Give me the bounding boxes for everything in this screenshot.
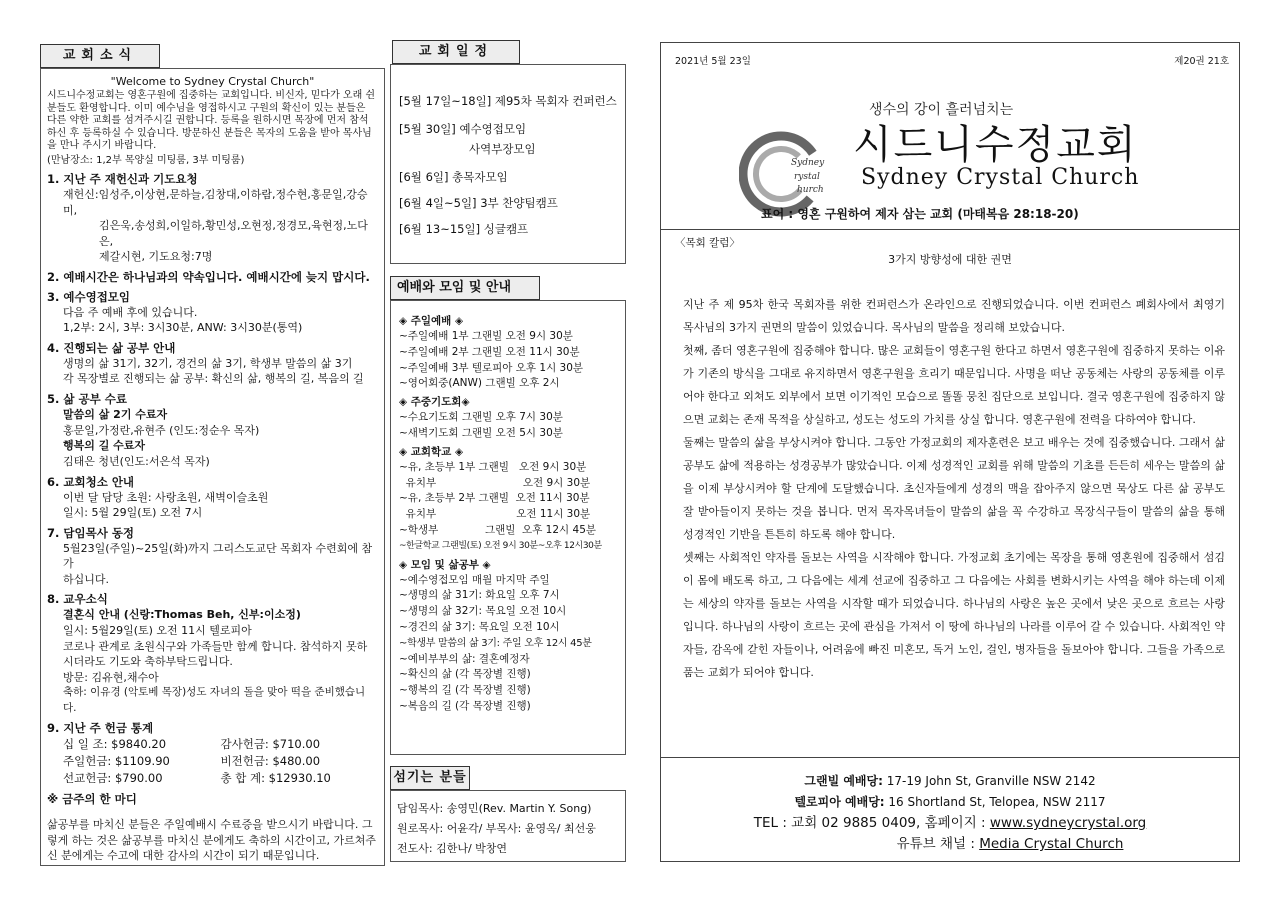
logo-text-crystal: rystal	[794, 172, 820, 182]
section-7-line: 하십니다.	[63, 572, 110, 586]
section-6-line: 이번 달 담당 초원: 사랑초원, 새벽이슬초원	[63, 490, 269, 504]
youtube-link[interactable]: Media Crystal Church	[979, 836, 1124, 852]
phone-text: TEL : 교회 02 9885 0409, 홈페이지 :	[753, 815, 990, 831]
section-2-heading: 2. 예배시간은 하나님과의 약속입니다. 예배시간에 늦지 맙시다.	[47, 269, 370, 284]
section-1-heading: 1. 지난 주 재헌신과 기도요청	[47, 172, 198, 186]
offering-sunday: 주일헌금: $1109.90	[63, 754, 170, 768]
section-1-line: 재헌신:임성주,이상현,문하늘,김창대,이하람,정수현,홍문일,강승미,	[63, 188, 368, 217]
address-granville-label: 그랜빌 예배당:	[804, 774, 883, 788]
issue-date: 2021년 5월 23일	[675, 56, 751, 67]
column-paragraph: 지난 주 제 95차 한국 목회자를 위한 컨퍼런스가 온라인으로 진행되었습니다. 이번 컨퍼런스 폐회사에서 최영기 목사님의 3가지 권면의 말씀이 있었습니다. 목사님의 말씀을 정리해 보았습니다.	[683, 298, 1225, 334]
schedule-event-cont: 사역부장모임	[469, 142, 536, 156]
wedding-line: 일시: 5월29일(토) 오전 11시 텔로피아	[63, 624, 252, 637]
offering-mission: 선교헌금: $790.00	[63, 771, 163, 785]
section-6-heading: 6. 교회청소 안내	[47, 474, 135, 489]
staff-box	[390, 790, 626, 862]
staff-line: 원로목사: 어윤각/ 부목사: 윤영옥/ 최선웅	[397, 822, 596, 835]
services-line: ~학생부 그랜빌 오후 12시 45분	[399, 523, 597, 536]
services-line: ~영어회중(ANW) 그랜빌 오후 2시	[399, 377, 560, 390]
church-news-box	[40, 68, 385, 866]
congrats-line: 축하: 이유경 (악토베 목장)성도 자녀의 돌을 맞아 떡을 준비했습니다.	[63, 686, 366, 714]
issue-number: 제20권 21호	[1174, 56, 1229, 67]
offering-total: 총 합 계: $12930.10	[220, 771, 331, 785]
wedding-line: 시더라도 기도와 축하부탁드립니다.	[63, 655, 233, 668]
staff-tab: 섬기는 분들	[390, 766, 470, 790]
section-5-line: 홍문일,가정란,유현주 (인도:정순우 목자)	[63, 423, 260, 437]
church-news-tab: 교회소식	[40, 44, 160, 68]
services-line: ~주일예배 1부 그랜빌 오전 9시 30분	[399, 330, 573, 342]
contact-info	[661, 771, 1239, 855]
offering-tithe: 십 일 조: $9840.20	[63, 737, 167, 751]
section-5-subheading: 말씀의 삶 2기 수료자	[63, 407, 168, 421]
logo-text-sydney: Sydney	[791, 158, 825, 168]
schedule-event: [5월 17일~18일] 제95차 목회자 컨퍼런스	[399, 94, 617, 108]
offering-vision: 비전헌금: $480.00	[220, 754, 321, 768]
website-link[interactable]: www.sydneycrystal.org	[989, 815, 1147, 831]
section-3-line: 1,2부: 2시, 3부: 3시30분, ANW: 3시30분(통역)	[63, 321, 303, 334]
offering-grid	[47, 736, 378, 787]
section-1-line: 제갈시현, 기도요청:7명	[99, 250, 213, 263]
wedding-line: 코로나 관계로 초원식구와 가족들만 함께 합니다. 참석하지 못하	[63, 639, 368, 653]
address-telopea-text: 16 Shortland St, Telopea, NSW 2117	[884, 795, 1106, 809]
section-7-heading: 7. 담임목사 동정	[47, 525, 135, 540]
section-10-heading: ※ 금주의 한 마디	[47, 792, 137, 806]
youtube-label: 유튜브 채널 :	[896, 836, 980, 852]
schedule-event: [6월 6일] 총목자모임	[399, 170, 508, 184]
meeting-place: (만남장소: 1,2부 목양실 미팅룸, 3부 미팅룸)	[47, 154, 245, 166]
schedule-event: [5월 30일] 예수영접모임	[399, 122, 527, 136]
section-5-subheading: 행복의 길 수료자	[63, 439, 146, 452]
logo-text-church: hurch	[797, 185, 824, 195]
services-line: ~확신의 삶 (각 목장별 진행)	[399, 668, 531, 681]
section-9-heading: 9. 지난 주 헌금 통계	[47, 721, 154, 735]
visitors-line: 방문: 김유현,채수아	[63, 670, 159, 684]
church-motto: 표어 : 영혼 구원하여 제자 삼는 교회 (마태복음 28:18-20)	[761, 207, 1079, 221]
schedule-tab: 교회일정	[392, 40, 520, 64]
address-telopea	[661, 792, 1239, 813]
services-line: 유치부 오전 11시 30분	[399, 508, 591, 521]
services-line: ~유, 초등부 1부 그랜빌 오전 9시 30분	[399, 460, 587, 473]
services-line: ~새벽기도회 그랜빌 오전 5시 30분	[399, 426, 563, 439]
offering-thanks: 감사헌금: $710.00	[220, 737, 321, 751]
schedule-box	[390, 64, 626, 264]
services-line: ~예수영접모임 매월 마지막 주일	[399, 573, 550, 586]
church-name-korean: 시드니수정교회	[853, 122, 1138, 168]
column-paragraph: 셋째는 사회적인 약자를 돌보는 사역을 시작해야 합니다. 가정교회 초기에는 목장을 통해 영혼원에 집중해서 섬김이 몸에 배도록 하고, 그 다음에는 세계 선교에 집중하고 그 다음에는 사회를 변화시키는 사역을 해야 하는데 이제는 세상의 약자를 돌보는 사역을 시작할 때가 되었습니다. 하나님의 사랑은 높은 곳에서 낮은 곳으로 흐르는 사랑입니다. 하나님의 사랑이 흐르는 곳에 관심을 가져서 이 땅에 하나님의 나라를 이루어 갈 수 있습니다. 사회적인 약자들, 감옥에 갇힌 자들이나, 어려움에 빠진 미혼모, 독거 노인, 걸인, 병자들을 돌보아야 합니다. 그들을 가족으로 품는 교회가 되어야 합니다.	[683, 551, 1225, 679]
section-6-line: 일시: 5월 29일(토) 오전 7시	[63, 506, 203, 519]
services-line: ~유, 초등부 2부 그랜빌 오전 11시 30분	[399, 492, 590, 505]
column-body	[683, 293, 1225, 684]
services-line: ~주일예배 3부 텔로피아 오후 1시 30분	[399, 361, 584, 374]
services-heading: ◈ 교회학교 ◈	[399, 445, 464, 458]
address-granville-text: 17-19 John St, Granville NSW 2142	[882, 774, 1096, 788]
column-paragraph: 둘째는 말씀의 삶을 부상시켜야 합니다. 그동안 가정교회의 제자훈련은 보고 배우는 것에 집중했습니다. 그래서 삶공부도 삶에 적용하는 성경공부가 많았습니다. 이제 성경적인 교회를 위해 말씀의 기초를 든든히 세우는 말씀의 삶을 이제 부상시켜야 할 단계에 도달했습니다. 초신자들에게 성경의 맥을 잡아주지 않으면 묵상도 다른 삶 공부도 잘 받아들이지 못하는 것을 봅니다. 먼저 목자목녀들이 말씀의 삶을 꼭 수강하고 목장식구들이 말씀의 삶을 통해 성경적인 기반을 튼튼히 하도록 해야 합니다.	[683, 436, 1225, 541]
church-name-english: Sydney Crystal Church	[861, 165, 1140, 190]
schedule-event: [6월 13~15일] 싱글캠프	[399, 222, 529, 236]
services-heading: ◈ 주중기도회◈	[399, 396, 470, 409]
section-4-line: 생명의 삶 31기, 32기, 경건의 삶 3기, 학생부 말씀의 삶 3기	[63, 356, 353, 370]
staff-line: 담임목사: 송영민(Rev. Martin Y. Song)	[397, 802, 592, 815]
services-line: ~예비부부의 삶: 결혼예정자	[399, 652, 530, 665]
services-heading: ◈ 모임 및 삶공부 ◈	[399, 558, 491, 571]
wedding-heading: 결혼식 안내 (신랑:Thomas Beh, 신부:이소정)	[63, 608, 301, 621]
section-4-heading: 4. 진행되는 삶 공부 안내	[47, 340, 176, 355]
services-box	[390, 300, 626, 755]
services-line: 유치부 오전 9시 30분	[399, 476, 591, 489]
staff-line: 전도사: 김한나/ 박창연	[397, 842, 508, 855]
section-4-line: 각 목장별로 진행되는 삶 공부: 확신의 삶, 행복의 길, 복음의 길	[63, 372, 364, 385]
services-heading: ◈ 주일예배 ◈	[399, 315, 464, 327]
column-label: 〈목회 칼럼〉	[675, 237, 740, 249]
divider	[661, 757, 1239, 758]
section-8-heading: 8. 교우소식	[47, 592, 108, 606]
schedule-event: [6월 4일~5일] 3부 찬양팀캠프	[399, 196, 558, 210]
section-7-line: 5월23일(주일)~25일(화)까지 그리스도교단 목회자 수련회에 참가	[63, 541, 373, 570]
services-line: ~생명의 삶 31기: 화요일 오후 7시	[399, 589, 560, 602]
services-tab: 예배와 모임 및 안내	[390, 276, 540, 300]
youtube-line	[661, 834, 1239, 855]
section-5-heading: 5. 삶 공부 수료	[47, 391, 127, 406]
address-granville	[661, 771, 1239, 792]
church-slogan: 생수의 강이 흘러넘치는	[869, 102, 1014, 118]
divider	[661, 229, 1239, 230]
issue-header	[675, 53, 1229, 67]
services-line: ~수요기도회 그랜빌 오후 7시 30분	[399, 411, 563, 424]
column-paragraph: 첫째, 좀더 영혼구원에 집중해야 합니다. 많은 교회들이 영혼구원 한다고 하면서 영혼구원에 집중하지 못하는 이유가 기존의 방식을 그대로 유지하면서 영혼구원을 흐리기 때문입니다. 사명을 떠난 공동체는 사랑의 공동체를 이루어야 한다고 외쳐도 외부에서 보면 이기적인 모습으로 똘똘 뭉친 집단으로 보입니다. 결국 영혼구원에 집중하지 않으면 교회는 존재 목적을 상실하고, 성도는 성도의 가치를 상실 합니다. 영혼구원에 전력을 다하여야 합니다.	[683, 344, 1225, 426]
weekly-word: 삶공부를 마치신 분들은 주일예배시 수료증을 받으시기 바랍니다. 그렇게 하는 것은 삶공부를 마치신 분에게도 축하의 시간이고, 가르쳐주신 분에게는 수고에 대한 감사의 시간이 되기 때문입니다.	[47, 818, 376, 862]
section-5-line: 김태은 청년(인도:서은석 목자)	[63, 455, 210, 468]
front-page	[660, 42, 1240, 862]
services-line: ~생명의 삶 32기: 목요일 오전 10시	[399, 605, 567, 618]
services-line: ~복음의 길 (각 목장별 진행)	[399, 699, 531, 712]
services-line: ~경건의 삶 3기: 목요일 오전 10시	[399, 620, 560, 633]
section-3-heading: 3. 예수영접모임	[47, 289, 131, 304]
address-telopea-label: 텔로피아 예배당:	[794, 795, 885, 809]
contact-line	[661, 813, 1239, 834]
services-line: ~학생부 말씀의 삶 3기: 주일 오후 12시 45분	[399, 637, 592, 649]
section-3-line: 다음 주 예배 후에 있습니다.	[63, 305, 198, 319]
welcome-title: "Welcome to Sydney Crystal Church"	[110, 75, 315, 88]
services-line: ~한글학교 그랜빌(토) 오전 9시 30분~오후 12시30분	[399, 540, 602, 551]
section-1-line: 김은욱,송성희,이일하,황민성,오현정,정경모,육현정,노다은,	[99, 219, 368, 248]
column-title: 3가지 방향성에 대한 권면	[888, 253, 1012, 266]
welcome-text: 시드니수정교회는 영혼구원에 집중하는 교회입니다. 비신자, 믿다가 오래 쉰 분들도 환영합니다. 이미 예수님을 영접하시고 구원의 확신이 있는 분들은 다른 약한 교회를 섬겨주시길 권합니다. 등록을 원하시면 목장에 먼저 참석 하신 후 등록하실 수 있습니다. 방문하신 분들은 목자의 도움을 받아 목사님을 만나 주시기 바랍니다.	[47, 90, 376, 151]
services-line: ~주일예배 2부 그랜빌 오전 11시 30분	[399, 345, 580, 358]
services-line: ~행복의 길 (각 목장별 진행)	[399, 684, 531, 697]
